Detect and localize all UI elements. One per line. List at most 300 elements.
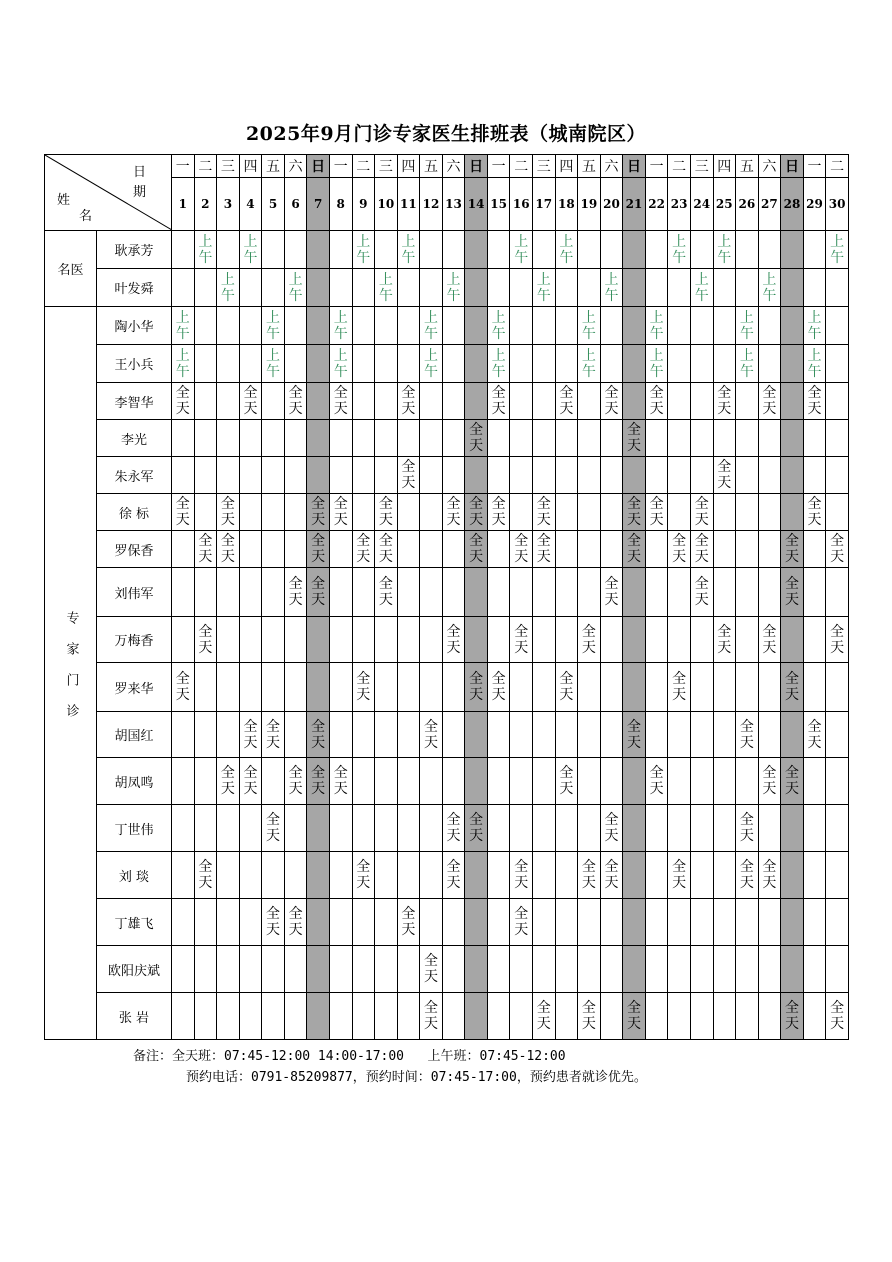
shift-cell: [600, 345, 623, 383]
shift-cell: [623, 899, 646, 946]
full-day-shift-mark: 全天: [604, 385, 619, 417]
shift-cell: [487, 712, 510, 758]
shift-cell: [307, 617, 330, 663]
shift-cell: [758, 946, 781, 993]
shift-cell: [600, 269, 623, 307]
shift-cell: [465, 457, 488, 494]
shift-cell: [533, 852, 556, 899]
shift-cell: [668, 993, 691, 1040]
shift-cell: [284, 568, 307, 617]
shift-cell: [307, 758, 330, 805]
shift-cell: [690, 852, 713, 899]
shift-cell: [262, 269, 285, 307]
shift-cell: [600, 568, 623, 617]
shift-cell: [803, 269, 826, 307]
shift-cell: [262, 993, 285, 1040]
shift-cell: [172, 457, 195, 494]
shift-cell: [623, 568, 646, 617]
full-day-shift-mark: 全天: [830, 533, 845, 565]
weekday-cell: 二: [352, 155, 375, 178]
shift-cell: [668, 420, 691, 457]
shift-cell: [172, 420, 195, 457]
shift-cell: [533, 617, 556, 663]
shift-cell: [420, 420, 443, 457]
doctor-row: [45, 758, 849, 805]
full-day-shift-mark: 全天: [694, 496, 709, 528]
shift-cell: [533, 568, 556, 617]
shift-cell: [217, 805, 240, 852]
shift-cell: [442, 663, 465, 712]
shift-cell: [172, 758, 195, 805]
shift-cell: [397, 307, 420, 345]
full-day-shift-mark: 全天: [627, 718, 642, 751]
shift-cell: [262, 712, 285, 758]
shift-cell: [578, 663, 601, 712]
doctor-row: [45, 383, 849, 420]
shift-cell: [284, 758, 307, 805]
shift-cell: [172, 345, 195, 383]
shift-cell: [690, 805, 713, 852]
doctor-row: [45, 805, 849, 852]
date-cell: 6: [284, 178, 307, 231]
shift-cell: [510, 946, 533, 993]
shift-cell: [262, 494, 285, 531]
shift-cell: [262, 457, 285, 494]
shift-cell: [713, 617, 736, 663]
shift-cell: [736, 494, 759, 531]
shift-cell: [758, 663, 781, 712]
shift-cell: [420, 383, 443, 420]
shift-cell: [284, 852, 307, 899]
shift-cell: [803, 712, 826, 758]
shift-cell: [217, 307, 240, 345]
shift-cell: [578, 307, 601, 345]
shift-cell: [194, 993, 217, 1040]
shift-cell: [442, 758, 465, 805]
shift-cell: [352, 712, 375, 758]
full-day-shift-mark: 全天: [198, 533, 213, 565]
doctor-row: [45, 494, 849, 531]
weekday-cell: 六: [442, 155, 465, 178]
full-day-shift-mark: 全天: [333, 496, 348, 528]
shift-cell: [375, 494, 398, 531]
shift-cell: [352, 899, 375, 946]
date-cell: 27: [758, 178, 781, 231]
shift-cell: [329, 231, 352, 269]
shift-cell: [803, 663, 826, 712]
shift-cell: [510, 663, 533, 712]
shift-cell: [533, 231, 556, 269]
shift-cell: [781, 568, 804, 617]
shift-cell: [623, 345, 646, 383]
shift-cell: [533, 494, 556, 531]
am-shift-mark: 上午: [378, 271, 393, 304]
shift-cell: [172, 946, 195, 993]
am-shift-mark: 上午: [581, 309, 596, 342]
shift-cell: [329, 531, 352, 568]
shift-cell: [578, 617, 601, 663]
shift-cell: [555, 420, 578, 457]
full-day-shift-mark: 全天: [784, 765, 799, 797]
shift-cell: [668, 852, 691, 899]
shift-cell: [555, 345, 578, 383]
shift-cell: [284, 494, 307, 531]
shift-cell: [713, 899, 736, 946]
shift-cell: [329, 993, 352, 1040]
shift-cell: [555, 457, 578, 494]
weekday-cell: 六: [284, 155, 307, 178]
am-shift-mark: 上午: [830, 233, 845, 266]
full-day-shift-mark: 全天: [807, 496, 822, 528]
shift-cell: [352, 269, 375, 307]
am-shift-mark: 上午: [581, 347, 596, 380]
shift-cell: [420, 231, 443, 269]
shift-cell: [397, 946, 420, 993]
shift-cell: [442, 805, 465, 852]
shift-cell: [668, 617, 691, 663]
shift-cell: [645, 946, 668, 993]
full-day-shift-mark: 全天: [649, 385, 664, 417]
shift-cell: [803, 899, 826, 946]
shift-cell: [600, 457, 623, 494]
date-cell: 15: [487, 178, 510, 231]
full-day-shift-mark: 全天: [469, 812, 484, 844]
shift-cell: [217, 420, 240, 457]
corner-cell: [45, 155, 172, 231]
shift-cell: [442, 852, 465, 899]
shift-cell: [826, 993, 849, 1040]
shift-cell: [487, 617, 510, 663]
shift-cell: [307, 805, 330, 852]
shift-cell: [307, 457, 330, 494]
shift-cell: [578, 899, 601, 946]
shift-cell: [533, 269, 556, 307]
shift-cell: [487, 805, 510, 852]
full-day-shift-mark: 全天: [423, 953, 438, 985]
full-day-shift-mark: 全天: [559, 765, 574, 797]
shift-cell: [781, 993, 804, 1040]
full-day-shift-mark: 全天: [175, 385, 190, 417]
shift-cell: [668, 307, 691, 345]
full-day-shift-mark: 全天: [333, 765, 348, 797]
shift-cell: [442, 946, 465, 993]
full-day-shift-mark: 全天: [266, 812, 281, 844]
shift-cell: [736, 307, 759, 345]
weekday-cell: 日: [307, 155, 330, 178]
date-cell: 14: [465, 178, 488, 231]
shift-cell: [307, 420, 330, 457]
shift-cell: [465, 345, 488, 383]
shift-cell: [668, 663, 691, 712]
shift-cell: [465, 420, 488, 457]
page-title: 2025年9月门诊专家医生排班表（城南院区）: [245, 123, 647, 145]
shift-cell: [533, 946, 556, 993]
shift-cell: [758, 420, 781, 457]
doctor-row: [45, 617, 849, 663]
shift-cell: [239, 457, 262, 494]
shift-cell: [307, 231, 330, 269]
shift-cell: [420, 568, 443, 617]
full-day-shift-mark: 全天: [378, 576, 393, 608]
shift-cell: [262, 617, 285, 663]
shift-cell: [420, 345, 443, 383]
shift-cell: [442, 531, 465, 568]
shift-cell: [194, 269, 217, 307]
am-shift-mark: 上午: [649, 309, 664, 342]
shift-cell: [465, 494, 488, 531]
doctor-name: 丁世伟: [97, 805, 172, 852]
shift-cell: [352, 457, 375, 494]
shift-cell: [510, 420, 533, 457]
am-shift-mark: 上午: [536, 271, 551, 304]
shift-cell: [623, 805, 646, 852]
shift-cell: [803, 568, 826, 617]
shift-cell: [239, 231, 262, 269]
full-day-shift-mark: 全天: [469, 671, 484, 703]
doctor-row: [45, 993, 849, 1040]
shift-cell: [307, 307, 330, 345]
weekday-cell: 一: [645, 155, 668, 178]
shift-cell: [329, 899, 352, 946]
shift-cell: [645, 345, 668, 383]
shift-cell: [217, 993, 240, 1040]
shift-cell: [172, 568, 195, 617]
shift-cell: [803, 531, 826, 568]
shift-cell: [172, 531, 195, 568]
shift-cell: [352, 617, 375, 663]
full-day-shift-mark: 全天: [175, 671, 190, 703]
shift-cell: [307, 345, 330, 383]
am-shift-mark: 上午: [333, 309, 348, 342]
shift-cell: [397, 531, 420, 568]
shift-cell: [217, 345, 240, 383]
shift-cell: [352, 568, 375, 617]
group-label: 专家门诊: [45, 307, 97, 1040]
am-shift-mark: 上午: [807, 347, 822, 380]
shift-cell: [690, 383, 713, 420]
shift-cell: [758, 494, 781, 531]
shift-cell: [600, 494, 623, 531]
shift-cell: [826, 231, 849, 269]
shift-cell: [668, 568, 691, 617]
shift-cell: [465, 712, 488, 758]
shift-cell: [826, 852, 849, 899]
full-day-shift-mark: 全天: [175, 496, 190, 528]
shift-cell: [713, 946, 736, 993]
weekday-cell: 一: [172, 155, 195, 178]
shift-cell: [172, 852, 195, 899]
shift-cell: [172, 231, 195, 269]
shift-cell: [510, 852, 533, 899]
doctor-name: 朱永军: [97, 457, 172, 494]
shift-cell: [826, 617, 849, 663]
shift-cell: [442, 712, 465, 758]
full-day-shift-mark: 全天: [672, 533, 687, 565]
shift-cell: [600, 383, 623, 420]
full-day-shift-mark: 全天: [446, 812, 461, 844]
shift-cell: [239, 617, 262, 663]
shift-cell: [172, 805, 195, 852]
am-shift-mark: 上午: [717, 233, 732, 266]
shift-cell: [578, 383, 601, 420]
full-day-shift-mark: 全天: [333, 385, 348, 417]
date-cell: 23: [668, 178, 691, 231]
shift-cell: [668, 383, 691, 420]
shift-cell: [690, 663, 713, 712]
date-cell: 22: [645, 178, 668, 231]
shift-cell: [442, 568, 465, 617]
shift-cell: [420, 712, 443, 758]
shift-cell: [736, 805, 759, 852]
shift-cell: [352, 383, 375, 420]
shift-cell: [781, 899, 804, 946]
shift-cell: [352, 231, 375, 269]
shift-cell: [352, 852, 375, 899]
full-day-shift-mark: 全天: [220, 496, 235, 528]
shift-cell: [397, 568, 420, 617]
shift-cell: [194, 617, 217, 663]
date-cell: 8: [329, 178, 352, 231]
date-cell: 16: [510, 178, 533, 231]
full-day-shift-mark: 全天: [288, 385, 303, 417]
date-cell: 1: [172, 178, 195, 231]
full-day-shift-mark: 全天: [649, 496, 664, 528]
shift-cell: [375, 307, 398, 345]
shift-cell: [555, 899, 578, 946]
shift-cell: [397, 899, 420, 946]
full-day-shift-mark: 全天: [604, 812, 619, 844]
am-shift-mark: 上午: [514, 233, 529, 266]
shift-cell: [713, 758, 736, 805]
shift-cell: [713, 568, 736, 617]
weekday-cell: 四: [397, 155, 420, 178]
full-day-shift-mark: 全天: [672, 671, 687, 703]
shift-cell: [781, 231, 804, 269]
shift-cell: [510, 993, 533, 1040]
doctor-name: 陶小华: [97, 307, 172, 345]
weekday-cell: 一: [329, 155, 352, 178]
shift-cell: [487, 993, 510, 1040]
date-cell: 21: [623, 178, 646, 231]
full-day-shift-mark: 全天: [649, 765, 664, 797]
full-day-shift-mark: 全天: [446, 623, 461, 656]
shift-cell: [420, 852, 443, 899]
shift-cell: [284, 307, 307, 345]
weekday-cell: 四: [713, 155, 736, 178]
shift-cell: [510, 269, 533, 307]
shift-cell: [555, 617, 578, 663]
shift-cell: [352, 758, 375, 805]
shift-cell: [284, 993, 307, 1040]
full-day-shift-mark: 全天: [514, 906, 529, 938]
shift-cell: [736, 993, 759, 1040]
shift-cell: [442, 345, 465, 383]
shift-cell: [307, 568, 330, 617]
shift-cell: [420, 899, 443, 946]
weekday-cell: 二: [510, 155, 533, 178]
shift-cell: [194, 805, 217, 852]
shift-cell: [803, 420, 826, 457]
shift-cell: [803, 494, 826, 531]
date-cell: 20: [600, 178, 623, 231]
shift-cell: [758, 712, 781, 758]
shift-cell: [600, 758, 623, 805]
shift-cell: [420, 531, 443, 568]
shift-cell: [736, 852, 759, 899]
shift-cell: [510, 494, 533, 531]
weekday-cell: 四: [239, 155, 262, 178]
shift-cell: [194, 712, 217, 758]
shift-cell: [736, 420, 759, 457]
shift-cell: [736, 231, 759, 269]
shift-cell: [781, 531, 804, 568]
shift-cell: [758, 383, 781, 420]
date-cell: 7: [307, 178, 330, 231]
full-day-shift-mark: 全天: [243, 718, 258, 751]
shift-cell: [217, 269, 240, 307]
shift-cell: [645, 852, 668, 899]
am-shift-mark: 上午: [694, 271, 709, 304]
shift-cell: [758, 231, 781, 269]
full-day-shift-mark: 全天: [536, 496, 551, 528]
doctor-row: [45, 852, 849, 899]
shift-cell: [758, 531, 781, 568]
shift-cell: [397, 617, 420, 663]
shift-cell: [826, 899, 849, 946]
shift-cell: [600, 946, 623, 993]
shift-cell: [645, 420, 668, 457]
shift-cell: [262, 852, 285, 899]
full-day-shift-mark: 全天: [469, 533, 484, 565]
shift-cell: [262, 307, 285, 345]
shift-cell: [442, 383, 465, 420]
shift-cell: [600, 231, 623, 269]
shift-cell: [329, 494, 352, 531]
full-day-shift-mark: 全天: [198, 859, 213, 891]
full-day-shift-mark: 全天: [266, 718, 281, 751]
shift-cell: [690, 269, 713, 307]
shift-cell: [284, 805, 307, 852]
am-shift-mark: 上午: [198, 233, 213, 266]
shift-cell: [487, 307, 510, 345]
date-cell: 9: [352, 178, 375, 231]
shift-cell: [690, 899, 713, 946]
shift-cell: [578, 758, 601, 805]
shift-cell: [172, 899, 195, 946]
full-day-shift-mark: 全天: [784, 576, 799, 608]
shift-cell: [555, 531, 578, 568]
weekday-cell: 日: [781, 155, 804, 178]
full-day-shift-mark: 全天: [604, 576, 619, 608]
shift-cell: [533, 663, 556, 712]
shift-cell: [758, 568, 781, 617]
shift-cell: [736, 663, 759, 712]
shift-cell: [781, 946, 804, 993]
shift-cell: [352, 663, 375, 712]
doctor-name: 李光: [97, 420, 172, 457]
shift-cell: [397, 269, 420, 307]
am-shift-mark: 上午: [559, 233, 574, 266]
shift-cell: [555, 269, 578, 307]
shift-cell: [239, 993, 262, 1040]
date-cell: 2: [194, 178, 217, 231]
shift-cell: [668, 494, 691, 531]
shift-cell: [623, 420, 646, 457]
full-day-shift-mark: 全天: [627, 422, 642, 454]
shift-cell: [510, 345, 533, 383]
shift-cell: [781, 494, 804, 531]
shift-cell: [803, 383, 826, 420]
